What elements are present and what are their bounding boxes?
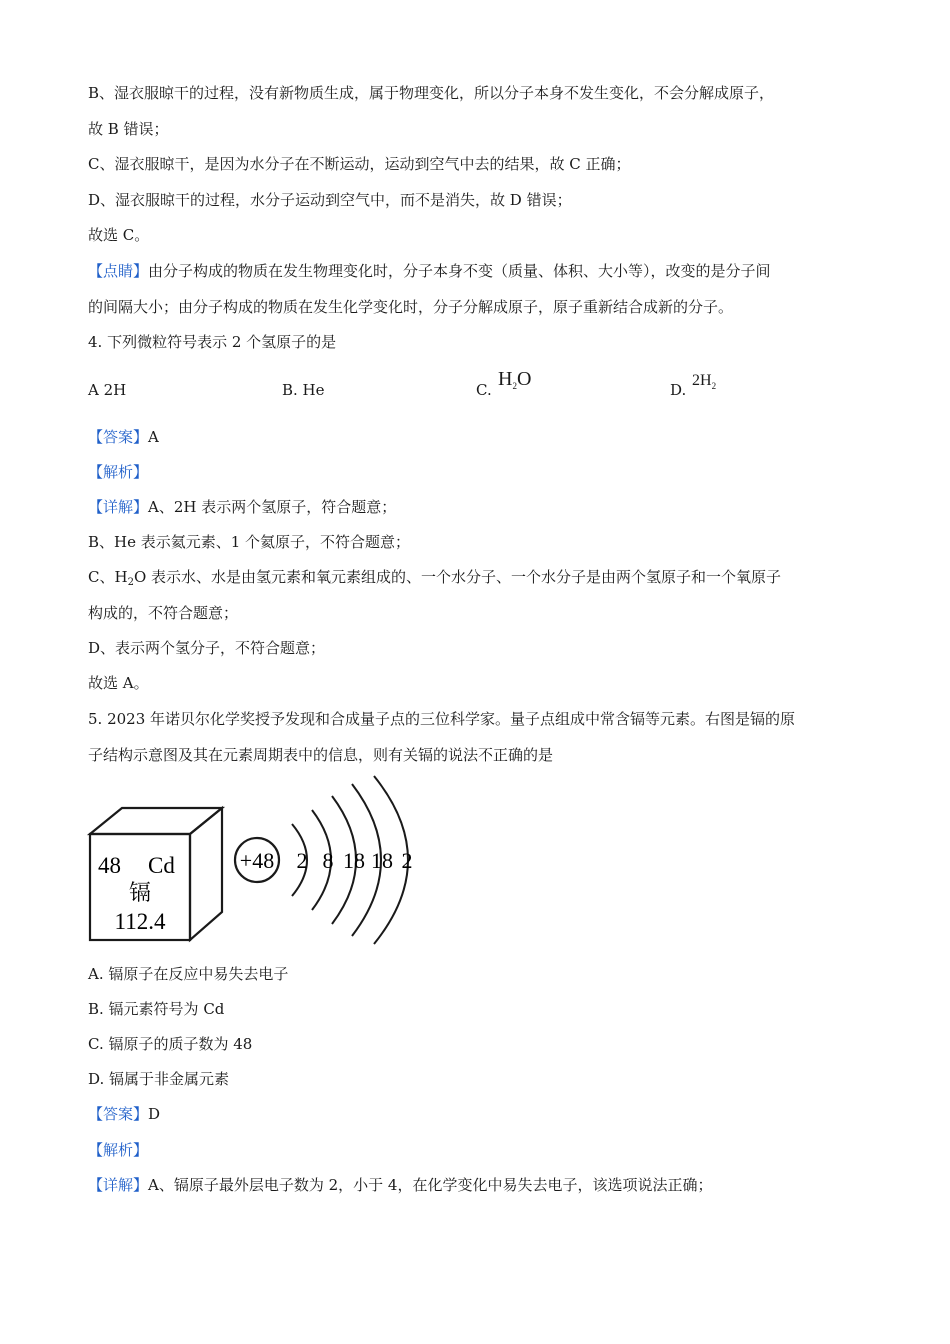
paragraph-line: 故 B 错误； (88, 120, 169, 138)
tip-text: 由分子构成的物质在发生物理变化时，分子本身不变（质量、体积、大小等），改变的是分子间 (148, 262, 771, 280)
shell-electrons-3: 18 (343, 848, 365, 873)
atomic-number: 48 (98, 853, 121, 878)
q4-detail-a (88, 497, 396, 517)
detail-c-post: O 表示水、水是由氢元素和氧元素组成的、一个水分子、一个水分子是由两个氢原子和一个氧原子 (133, 568, 782, 586)
q4-conclusion: 故选 A。 (88, 674, 149, 692)
shell-electrons-5: 2 (401, 848, 413, 873)
q4-analysis (88, 462, 148, 482)
nucleus-charge: +48 (239, 848, 275, 873)
cadmium-atom-diagram (84, 774, 424, 949)
answer-tag: 【答案】 (88, 1105, 149, 1123)
question-5-stem: 5. 2023 年诺贝尔化学奖授予发现和合成量子点的三位科学家。量子点组成中常含镉等元素。右图是镉的原 (88, 710, 796, 728)
shell-electrons-2: 8 (322, 848, 334, 873)
detail-text: A、镉原子最外层电子数为 2，小于 4，在化学变化中易失去电子，该选项说法正确； (148, 1176, 713, 1194)
paragraph-line: B、湿衣服晾干的过程，没有新物质生成，属于物理变化，所以分子本身不发生变化，不会分解成原子， (88, 84, 775, 102)
paragraph-line: 的间隔大小；由分子构成的物质在发生化学变化时，分子分解成原子，原子重新结合成新的分子。 (88, 298, 734, 316)
element-symbol: Cd (148, 853, 175, 878)
detail-text: A、2H 表示两个氢原子，符合题意； (148, 498, 397, 516)
q4-detail-d: D、表示两个氢分子，不符合题意； (88, 639, 326, 657)
paragraph-line: D、湿衣服晾干的过程，水分子运动到空气中，而不是消失，故 D 错误； (88, 191, 572, 209)
q4-detail-c-cont: 构成的，不符合题意； (88, 604, 239, 622)
q5-option-d: D. 镉属于非金属元素 (88, 1070, 230, 1088)
q4-option-c-formula (498, 368, 531, 390)
formula-subscript: 2 (512, 381, 517, 391)
q4-detail-b: B、He 表示氦元素、1 个氦原子，不符合题意； (88, 533, 411, 551)
q4-option-d (670, 380, 686, 400)
q5-option-a: A. 镉原子在反应中易失去电子 (88, 965, 289, 983)
formula-main: H (498, 368, 513, 390)
element-name: 镉 (128, 881, 152, 906)
q4-detail-c (88, 567, 781, 587)
q4-answer (88, 427, 159, 447)
atomic-mass: 112.4 (114, 909, 166, 934)
q4-option-d-formula (692, 371, 716, 391)
formula-tail: O (516, 368, 532, 390)
q4-option-a: A 2H (88, 381, 127, 399)
shell-electrons-4: 18 (371, 848, 393, 873)
q5-answer (88, 1104, 160, 1124)
detail-c-pre: C、H (88, 568, 128, 586)
q5-option-c: C. 镉原子的质子数为 48 (88, 1035, 253, 1053)
paragraph-line: 故选 C。 (88, 226, 150, 244)
tip-paragraph (88, 261, 771, 281)
q5-analysis (88, 1140, 148, 1160)
analysis-tag: 【解析】 (88, 463, 149, 481)
tip-tag: 【点睛】 (88, 262, 149, 280)
formula-main: 2H (692, 372, 712, 389)
formula-subscript: 2 (711, 381, 717, 391)
shell-electrons-1: 2 (296, 848, 308, 873)
answer-value: A (148, 428, 159, 446)
analysis-tag: 【解析】 (88, 1141, 149, 1159)
answer-value: D (148, 1105, 161, 1123)
detail-tag: 【详解】 (88, 1176, 149, 1194)
paragraph-line: C、湿衣服晾干，是因为水分子在不断运动，运动到空气中去的结果，故 C 正确； (88, 155, 631, 173)
answer-tag: 【答案】 (88, 428, 149, 446)
detail-tag: 【详解】 (88, 498, 149, 516)
detail-c-subscript: 2 (127, 577, 134, 588)
q4-option-d-label: D. (670, 381, 687, 399)
q5-option-b: B. 镉元素符号为 Cd (88, 1000, 225, 1018)
q5-detail-a (88, 1175, 712, 1195)
question-4-stem: 4. 下列微粒符号表示 2 个氢原子的是 (88, 333, 337, 351)
question-5-stem-cont: 子结构示意图及其在元素周期表中的信息，则有关镉的说法不正确的是 (88, 746, 554, 764)
q4-option-c (476, 380, 492, 400)
q4-option-b: B. He (282, 381, 325, 399)
q4-option-c-label: C. (476, 381, 492, 399)
